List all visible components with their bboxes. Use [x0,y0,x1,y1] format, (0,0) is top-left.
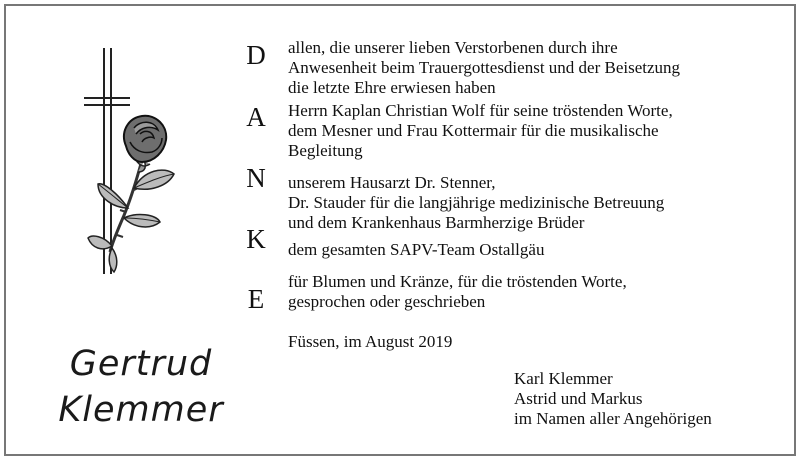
paragraph-line: allen, die unserer lieben Verstorbenen durch ihre [288,38,618,57]
signers-block [514,369,712,429]
paragraph-line: und dem Krankenhaus Barmherzige Brüder [288,213,585,232]
thanks-paragraph-mourners [288,38,788,98]
signer-line: Astrid und Markus [514,389,643,408]
heading-letter-k: K [246,224,266,254]
heading-letter-n: N [246,163,266,193]
deceased-first-name: Gertrud [69,344,213,384]
signer-line: Karl Klemmer [514,369,613,388]
cross-with-rose-icon [84,42,196,287]
paragraph-line: dem gesamten SAPV-Team Ostallgäu [288,240,545,259]
paragraph-line: Dr. Stauder für die langjährige medizinische Betreuung [288,193,665,212]
paragraph-line: die letzte Ehre erwiesen haben [288,78,496,97]
heading-letter-a: A [246,102,266,132]
thanks-paragraph-doctors [288,173,788,233]
place-date: Füssen, im August 2019 [288,332,453,351]
paragraph-line: für Blumen und Kränze, für die tröstenden Worte, [288,272,627,291]
thanks-paragraph-clergy [288,101,788,161]
thanks-paragraph-sapv [288,240,788,260]
paragraph-line: gesprochen oder geschrieben [288,292,486,311]
deceased-last-name: Klemmer [58,390,224,430]
paragraph-line: Herrn Kaplan Christian Wolf für seine tröstenden Worte, [288,101,673,120]
heading-letter-e: E [247,284,265,314]
paragraph-line: Begleitung [288,141,363,160]
paragraph-line: Anwesenheit beim Trauergottesdienst und der Beisetzung [288,58,681,77]
paragraph-line: dem Mesner und Frau Kottermair für die musikalische [288,121,659,140]
obituary-notice [4,4,796,456]
thanks-paragraph-flowers [288,272,788,312]
heading-letter-d: D [246,40,266,70]
paragraph-line: unserem Hausarzt Dr. Stenner, [288,173,496,192]
signer-line: im Namen aller Angehörigen [514,409,712,428]
